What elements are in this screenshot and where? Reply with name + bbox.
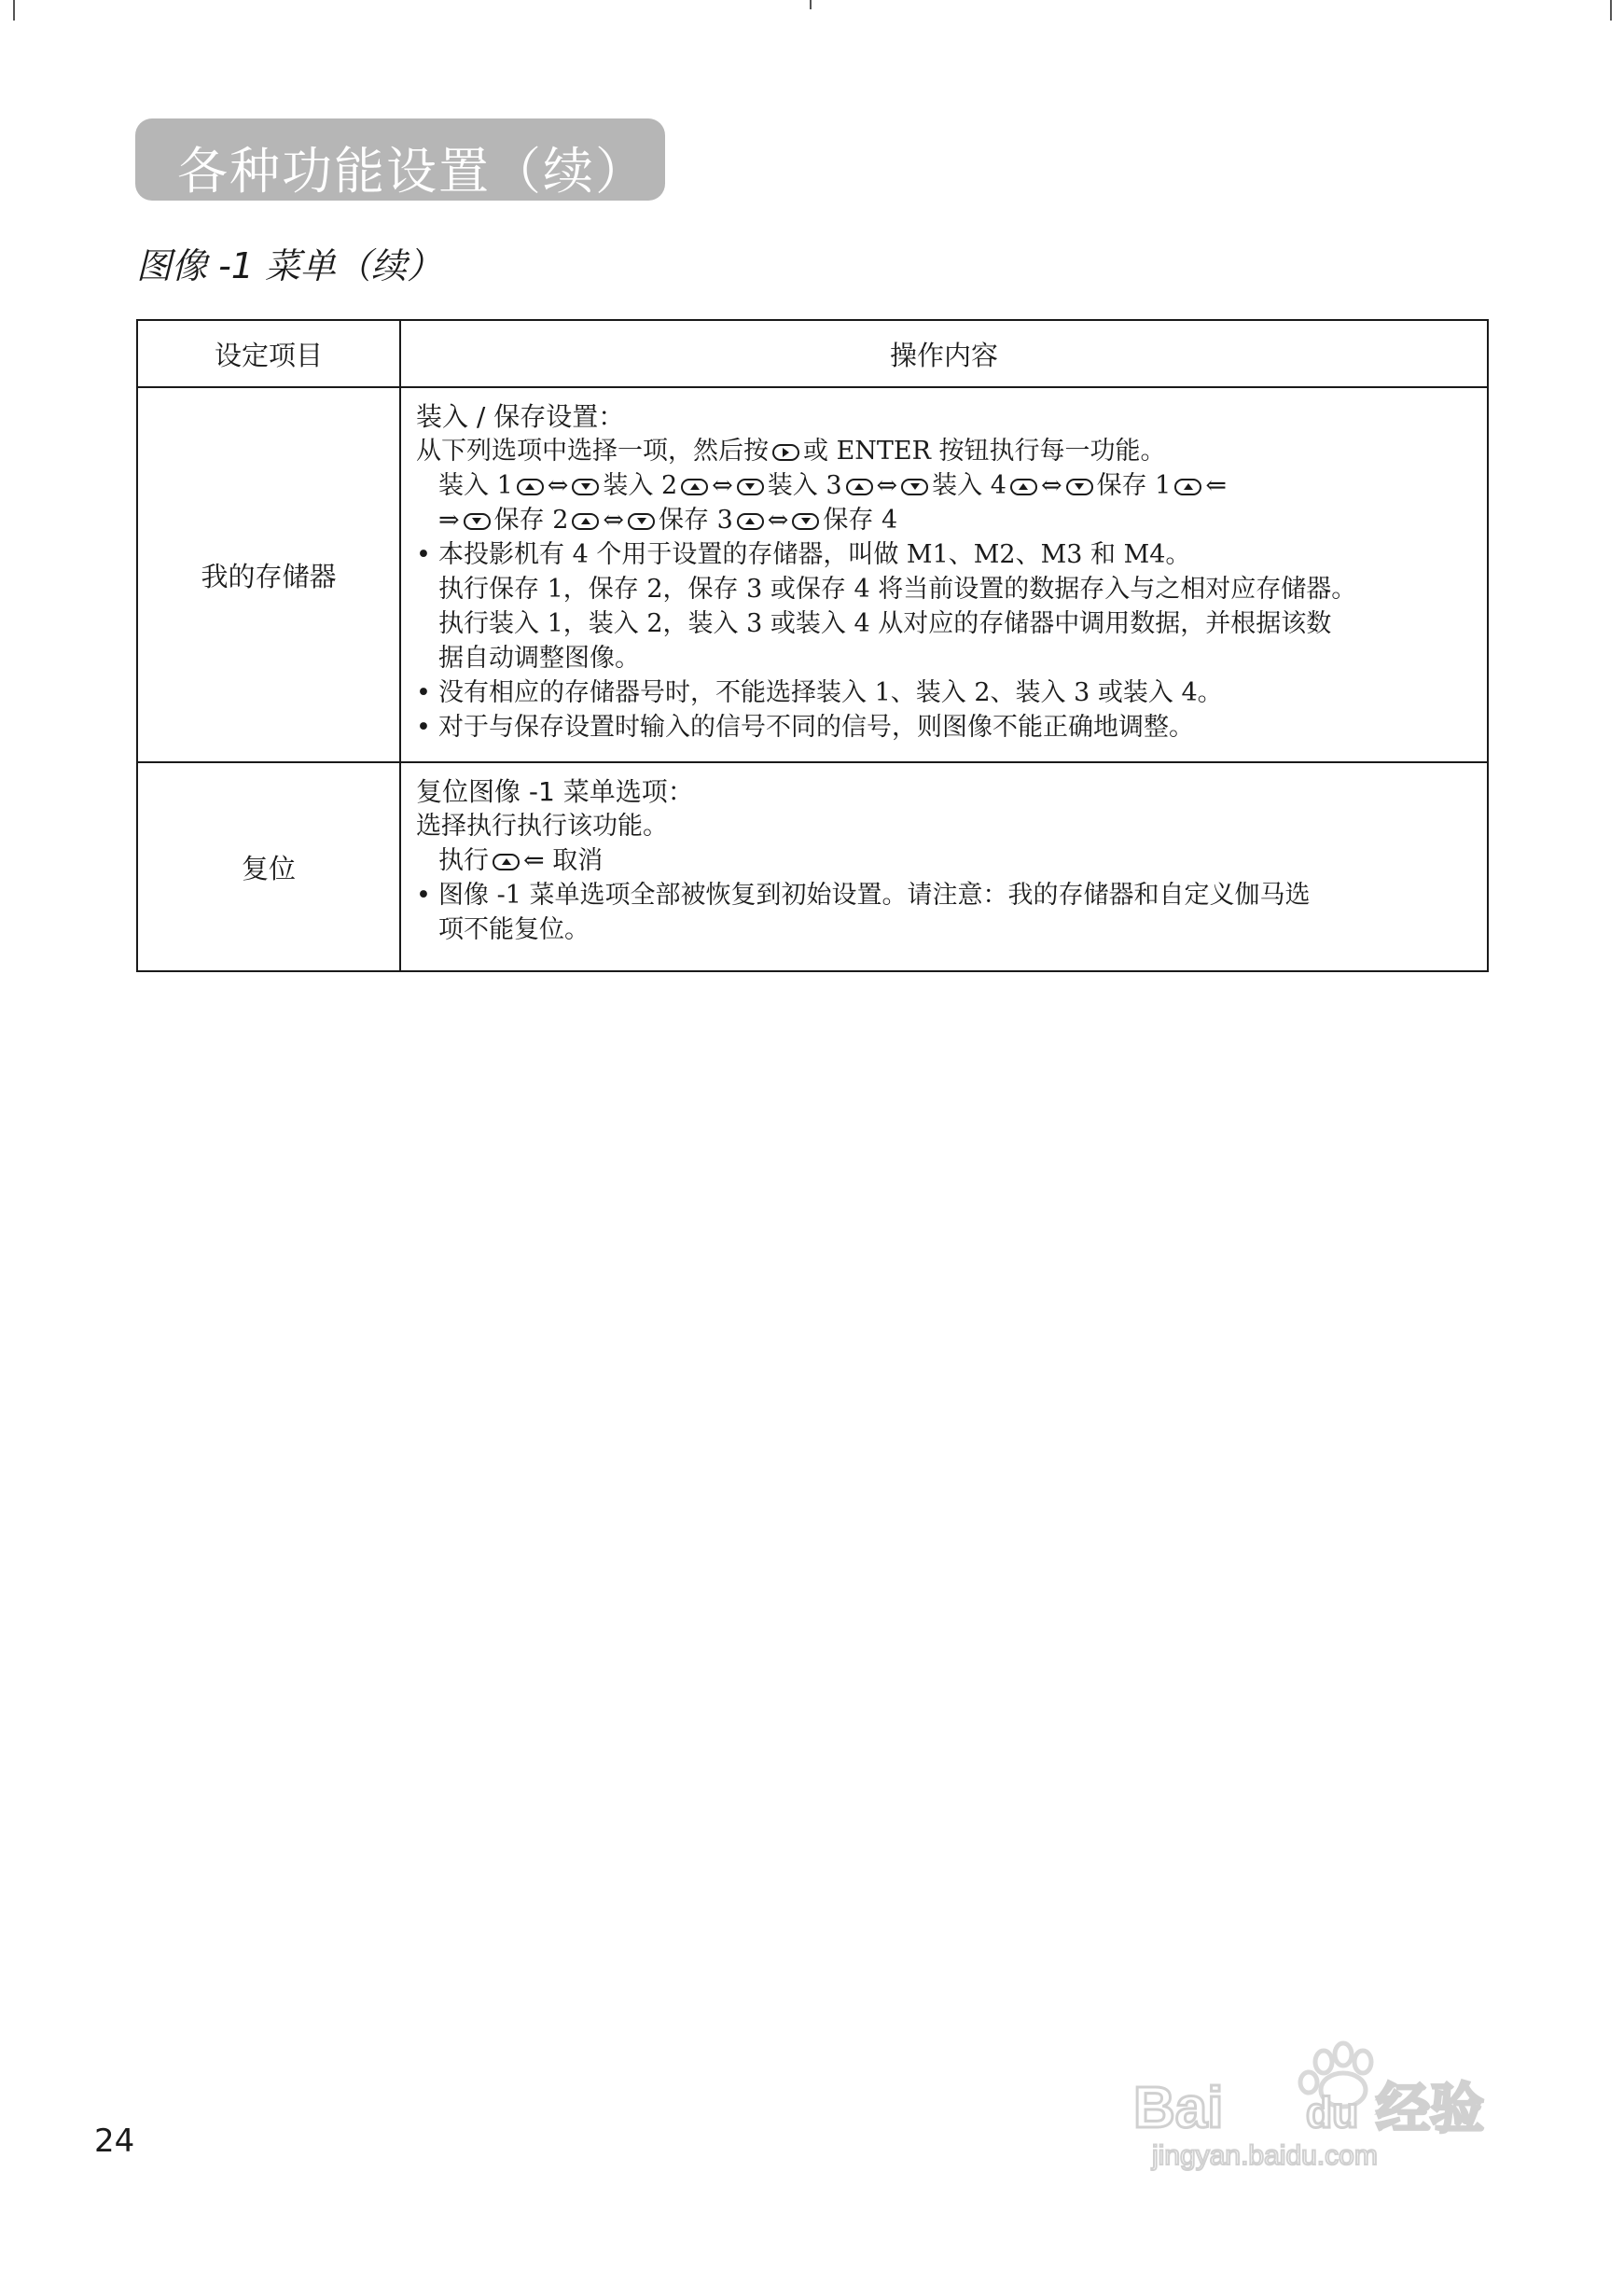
baidu-jingyan-watermark xyxy=(1133,2034,1525,2174)
seq-load1: 装入 1 xyxy=(438,471,513,500)
bullet-continuation: 执行装入 1，装入 2，装入 3 或装入 4 从对应的存储器中调用数据，并根据该数 xyxy=(438,609,1332,638)
reset-exec-line: 执行 ⇐ 取消 xyxy=(438,846,604,875)
down-button-icon xyxy=(464,513,491,530)
seq-save3: 保存 3 xyxy=(659,506,733,535)
up-button-icon xyxy=(1174,479,1201,495)
cancel-label: 取消 xyxy=(552,846,604,875)
bullet-icon: • xyxy=(416,678,431,707)
bullet-continuation: 据自动调整图像。 xyxy=(438,644,640,673)
bullet-item xyxy=(416,710,1474,745)
load-save-intro xyxy=(416,434,1474,468)
down-button-icon xyxy=(792,513,819,530)
bullet-item xyxy=(416,537,1474,572)
down-button-icon xyxy=(1066,479,1093,495)
bullet-continuation: 项不能复位。 xyxy=(438,915,590,944)
bullet-continuation: 执行保存 1，保存 2，保存 3 或保存 4 将当前设置的数据存入与之相对应存储器。 xyxy=(438,575,1357,604)
exec-label: 执行 xyxy=(438,846,489,875)
bullet-icon: • xyxy=(416,540,431,569)
up-button-icon xyxy=(493,854,520,870)
watermark-brand: Bai xyxy=(1133,2076,1224,2140)
section-title: 各种功能设置（续） xyxy=(177,142,647,201)
seq-save2: 保存 2 xyxy=(493,506,569,535)
up-button-icon xyxy=(681,479,708,495)
up-button-icon xyxy=(572,513,599,530)
seq-load3: 装入 3 xyxy=(767,471,842,500)
page-number: 24 xyxy=(94,2123,135,2160)
table-header-row xyxy=(137,320,1488,387)
table-row xyxy=(137,387,1488,762)
up-button-icon xyxy=(1010,479,1037,495)
column-header-operation: 操作内容 xyxy=(400,320,1488,387)
seq-load4: 装入 4 xyxy=(932,471,1006,500)
crop-mark-right xyxy=(1610,0,1612,21)
seq-load2: 装入 2 xyxy=(603,471,678,500)
operation-reset xyxy=(400,762,1488,971)
reset-heading: 复位图像 -1 菜单选项： xyxy=(416,776,694,807)
load-save-sequence-line1: 装入 1 ⇔ 装入 2 ⇔ 装入 3 ⇔ 装入 4 ⇔ 保存 1 ⇐ xyxy=(438,471,1227,500)
bullet-item xyxy=(416,675,1474,710)
section-header xyxy=(135,118,665,201)
setting-reset: 复位 xyxy=(137,762,400,971)
crop-mark-left xyxy=(13,0,15,21)
setting-my-memory: 我的存储器 xyxy=(137,387,400,762)
bullet-text: 本投影机有 4 个用于设置的存储器，叫做 M1、M2、M3 和 M4。 xyxy=(438,540,1191,569)
bullet-text: 没有相应的存储器号时，不能选择装入 1、装入 2、装入 3 或装入 4。 xyxy=(438,678,1223,707)
watermark-url: jingyan.baidu.com xyxy=(1152,2140,1378,2171)
down-button-icon xyxy=(628,513,655,530)
up-button-icon xyxy=(517,479,544,495)
table-row xyxy=(137,762,1488,971)
seq-save1: 保存 1 xyxy=(1096,471,1172,500)
seq-save4: 保存 4 xyxy=(823,506,898,535)
down-button-icon xyxy=(901,479,928,495)
operation-my-memory xyxy=(400,387,1488,762)
bullet-text: 对于与保存设置时输入的信号不同的信号，则图像不能正确地调整。 xyxy=(438,713,1194,742)
up-button-icon xyxy=(737,513,764,530)
column-header-setting: 设定项目 xyxy=(137,320,400,387)
bullet-icon: • xyxy=(416,881,431,910)
settings-table xyxy=(136,319,1489,972)
intro-text-a: 从下列选项中选择一项，然后按 xyxy=(416,437,769,466)
up-button-icon xyxy=(846,479,873,495)
crop-mark-center xyxy=(810,0,812,9)
bullet-icon: • xyxy=(416,713,431,742)
load-save-sequence-line2: ⇒ 保存 2 ⇔ 保存 3 ⇔ 保存 4 xyxy=(438,506,898,535)
down-button-icon xyxy=(737,479,764,495)
menu-subtitle: 图像 -1 菜单（续） xyxy=(136,245,443,286)
load-save-heading: 装入 / 保存设置： xyxy=(416,401,625,432)
down-button-icon xyxy=(572,479,599,495)
watermark-brand-du: du xyxy=(1306,2088,1359,2137)
reset-line1: 选择执行执行该功能。 xyxy=(416,812,668,841)
bullet-text: 图像 -1 菜单选项全部被恢复到初始设置。请注意：我的存储器和自定义伽马选 xyxy=(438,881,1311,910)
right-arrow-button-icon xyxy=(772,444,799,461)
watermark-label: 经验 xyxy=(1376,2077,1485,2140)
bullet-item xyxy=(416,878,1474,912)
intro-text-b: 或 ENTER 按钮执行每一功能。 xyxy=(803,437,1166,466)
